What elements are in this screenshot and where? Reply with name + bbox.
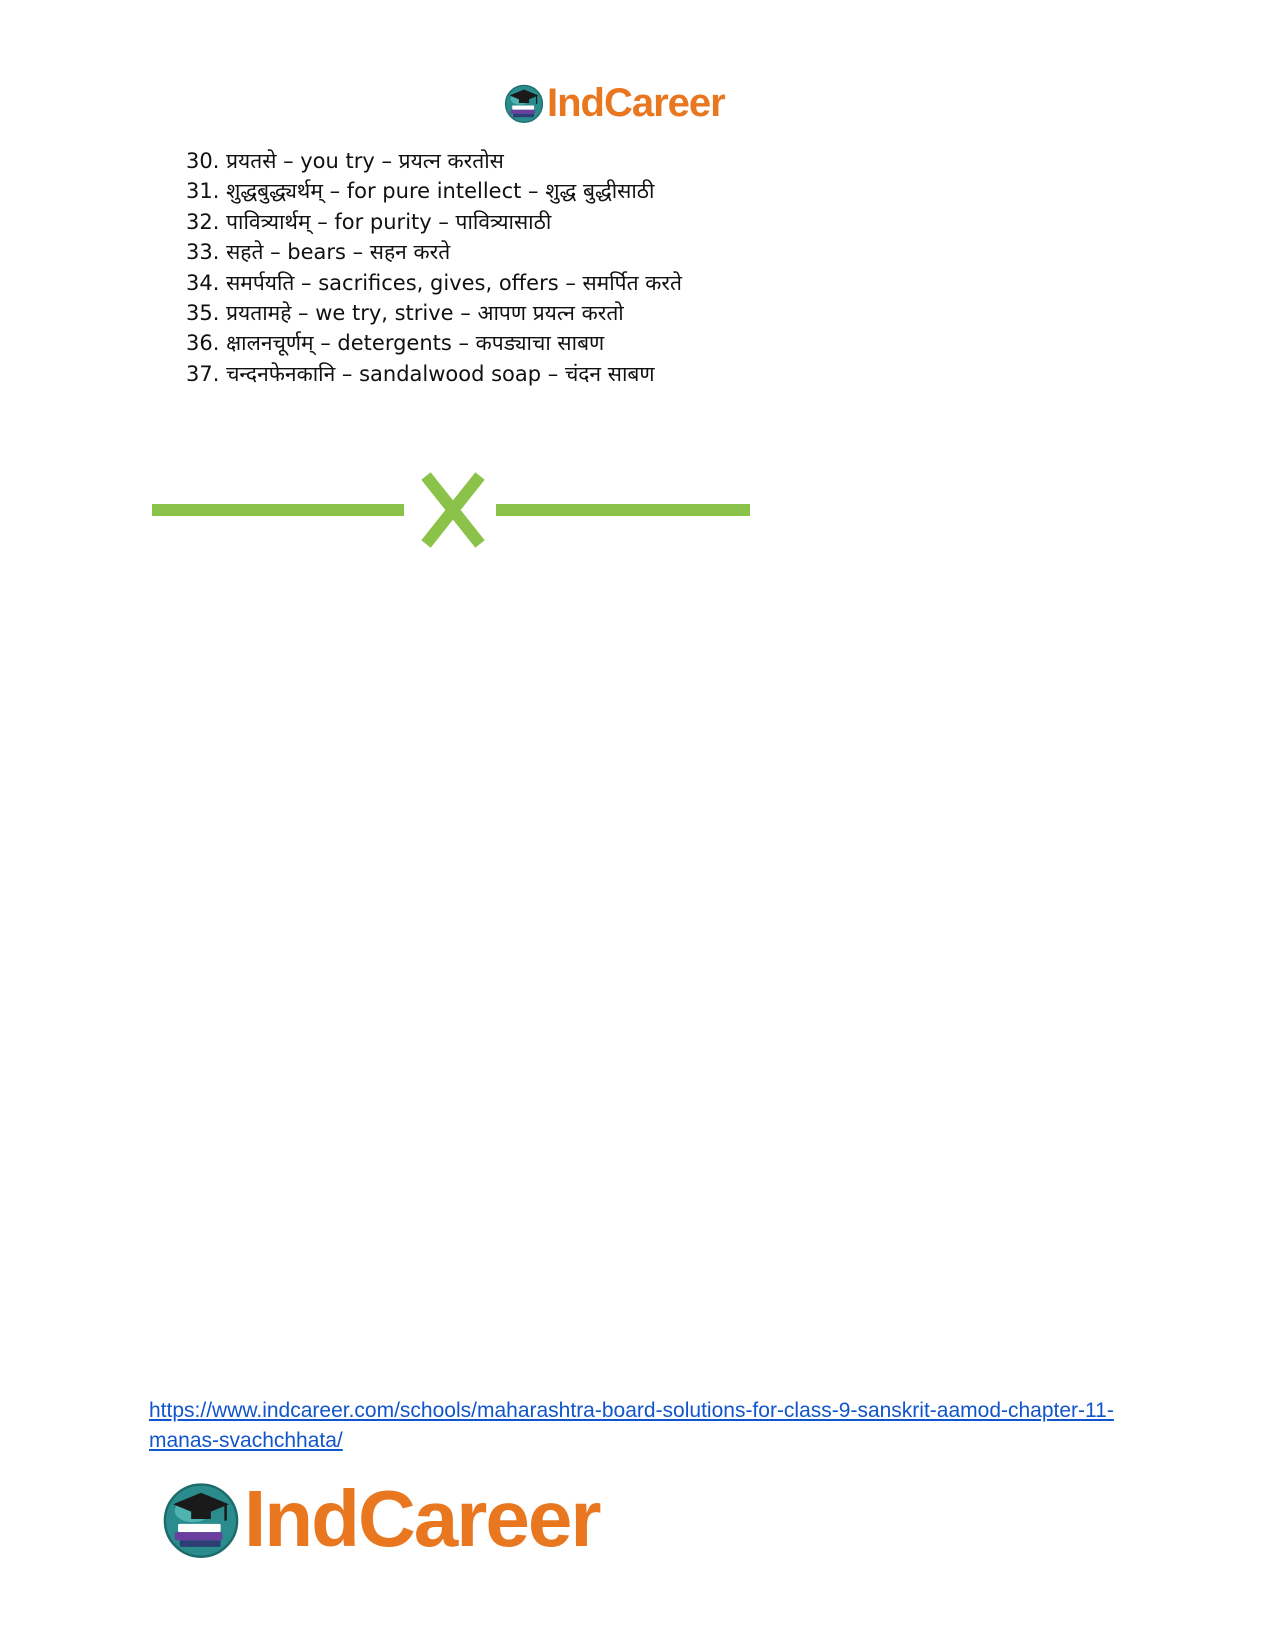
footer-logo xyxy=(160,1474,599,1564)
x-mark-icon xyxy=(426,476,480,544)
list-item: 30. प्रयतसे – you try – प्रयत्न करतोस xyxy=(186,149,504,173)
section-divider xyxy=(150,470,752,550)
graduation-cap-books-globe-icon xyxy=(503,82,545,124)
vocabulary-list xyxy=(186,146,682,389)
logo-wordmark: IndCareer xyxy=(547,81,725,125)
list-item: 34. समर्पयति – sacrifices, gives, offers – समर्पित करते xyxy=(186,270,682,295)
header-logo xyxy=(503,80,725,126)
list-item: 33. सहते – bears – सहन करते xyxy=(186,240,451,265)
source-link[interactable]: https://www.indcareer.com/schools/maharashtra-board-solutions-for-class-9-sanskrit-aamod-chapter-11-manas-svachchhata/ xyxy=(149,1399,1114,1452)
graduation-cap-books-globe-icon xyxy=(160,1478,242,1560)
list-item: 32. पावित्र्यार्थम् – for purity – पावित्र्यासाठी xyxy=(186,209,552,234)
list-item: 31. शुद्धबुद्ध्यर्थम् – for pure intellect – शुद्ध बुद्धीसाठी xyxy=(186,179,655,204)
logo-wordmark: IndCareer xyxy=(244,1474,600,1563)
list-item: 37. चन्दनफेनकानि – sandalwood soap – चंदन साबण xyxy=(186,361,655,386)
list-item: 35. प्रयतामहे – we try, strive – आपण प्रयत्न करतो xyxy=(186,301,624,326)
list-item: 36. क्षालनचूर्णम् – detergents – कपड्याचा साबण xyxy=(186,331,605,356)
